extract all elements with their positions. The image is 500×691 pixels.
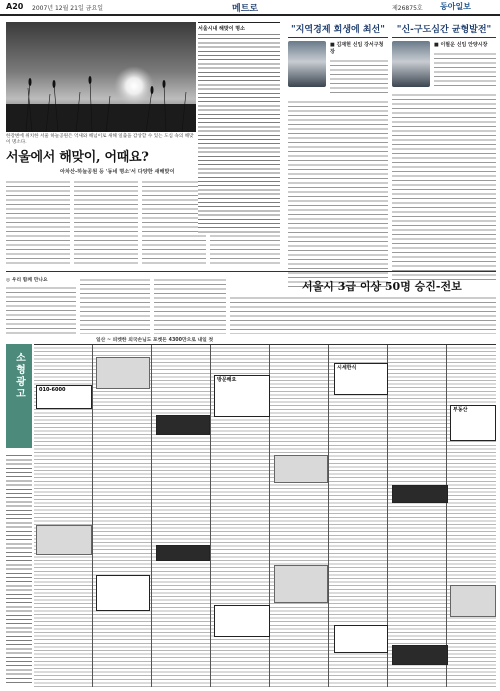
- issue-number: 제26875호: [392, 5, 423, 12]
- ad-box: [450, 585, 496, 617]
- ad-box: [96, 575, 150, 611]
- meetup-text-2: [80, 276, 150, 334]
- quote-headline-right: "신-구도심간 균형발전": [392, 22, 496, 38]
- lead-body-col3: [142, 178, 206, 266]
- ad-box: 부동산: [450, 405, 496, 441]
- profile-text-left-top: [330, 57, 388, 95]
- ad-box: [274, 455, 328, 483]
- classified-left-text: [6, 452, 32, 686]
- page-number: A20: [6, 2, 24, 11]
- lead-body-col2: [74, 178, 138, 266]
- quote-headline-left: "지역경제 회생에 최선": [288, 22, 388, 38]
- issue-date: 2007년 12월 21일 금요일: [32, 5, 104, 12]
- ad-box: [36, 525, 92, 555]
- sunrise-spots-table: [198, 22, 280, 263]
- lead-headline: 서울에서 해맞이, 어때요?: [6, 150, 149, 165]
- promotion-body: [230, 294, 496, 334]
- ad-box: [96, 357, 150, 389]
- meetup-text-3: [154, 276, 226, 334]
- ad-box: [334, 625, 388, 653]
- event-band-title: 일산 ~ 피켓한 외국손님도 포켓돈 4300만으로 내일 첫: [96, 338, 214, 343]
- ad-box: [214, 605, 270, 637]
- classified-label: 소형광고: [6, 344, 32, 448]
- section-title: 메트로: [232, 4, 259, 14]
- table-rows: [198, 35, 280, 235]
- profile-text-left-body: [288, 98, 388, 288]
- ad-box: 010-6000: [36, 385, 92, 409]
- meetup-text-1: [6, 284, 76, 334]
- profile-article-left: [288, 22, 388, 288]
- classified-ads-grid: [34, 344, 496, 687]
- ad-box: [392, 645, 448, 665]
- section-divider: [6, 271, 496, 272]
- promotion-headline: 서울시 3급 이상 50명 승진-전보: [302, 280, 462, 293]
- table-title: 서울시내 해맞이 명소: [198, 23, 280, 35]
- ad-box: [274, 565, 328, 603]
- byline-left: ■ 김재현 신임 강서구청장: [330, 42, 384, 55]
- ad-box: [156, 415, 210, 435]
- newspaper-logo: 동아일보: [440, 2, 471, 11]
- profile-text-right-top: [434, 50, 496, 88]
- ad-box: [156, 545, 210, 561]
- lead-subhead: 아차산-하늘공원 등 '동네 명소'서 다양한 새해맞이: [60, 169, 175, 175]
- portrait-photo-right: [392, 41, 430, 87]
- portrait-photo-left: [288, 41, 326, 87]
- lead-body-col1: [6, 178, 70, 266]
- sunrise-photo: [6, 22, 196, 132]
- ad-box: 방문해요: [214, 375, 270, 417]
- profile-article-right: [392, 22, 496, 281]
- profile-text-right-body: [392, 91, 496, 281]
- ad-box: [392, 485, 448, 503]
- photo-caption: 한강변에 위치한 서울 하늘공원은 억새와 해넘이로 새해 일출을 감상할 수 있는 도심 속의 해맞이 명소다.: [6, 134, 194, 145]
- byline-right: ■ 이필운 신임 안양시장: [434, 42, 488, 48]
- meetup-title-1: ◎ 우리 함께 만나요: [6, 278, 48, 283]
- ad-box: 시세한식: [334, 363, 388, 395]
